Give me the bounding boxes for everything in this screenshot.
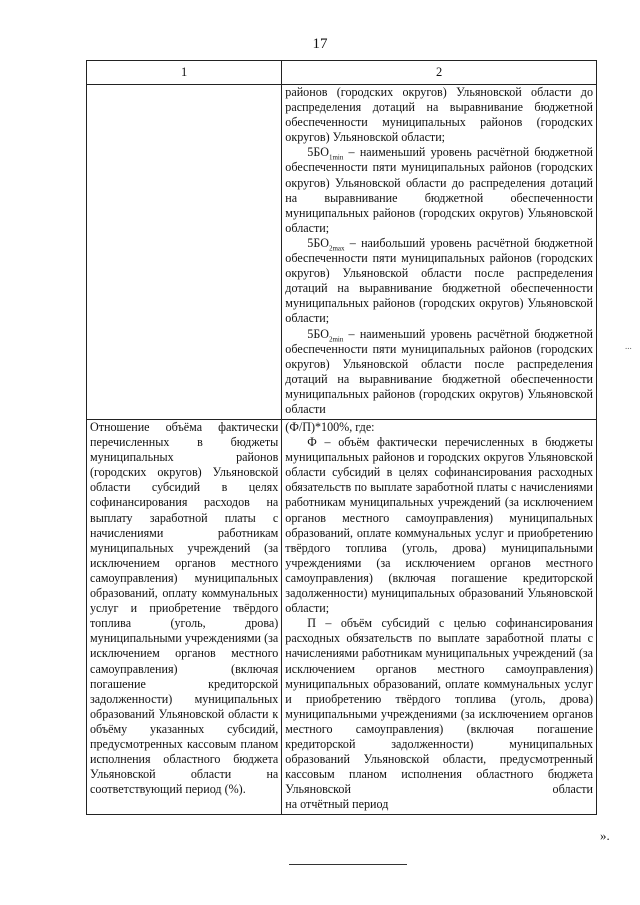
table-header-row [87,61,597,85]
page-number: 17 [312,36,328,52]
symbol-5bo2max: $5БО_{2max}$ [307,235,345,253]
margin-mark: ... [625,341,632,351]
column-header-1: 1 [87,61,282,85]
symbol-5bo2min: $5БО_{2min}$ [307,326,344,343]
table-row [87,420,597,815]
empty-cell [87,85,282,420]
table-row [87,85,597,420]
paragraph-continuation: районов (городских округов) Ульяновской области до распределения дотаций на выравнивание бюджетной обеспеченности муниципальных районов (городских округов) Ульяновской области; [285,85,593,145]
description-cell [282,85,597,420]
footer-divider [289,864,407,865]
definition-f: Ф – объём фактически перечисленных в бюджеты муниципальных районов и городских округов Ульяновской области субсидий в целях софинансирования расходных обязательств по выплате заработной платы с начислениями работникам муниципальных учреждений (за исключением органов местного самоуправления) муниципальных образований, оплате коммунальных услуг и приобретению твёрдого топлива (уголь, дрова) муниципальными учреждениями (за исключением органов местного самоуправления) (включая погашение кредиторской задолженности) муниципальных образований Ульяновской области; [285,435,593,616]
document-table [86,60,597,815]
indicator-text: Отношение объёма фактически перечисленных в бюджеты муниципальных районов (городских округов) Ульяновской области субсидий в целях софинансирования расходов на выплату заработной платы с начислениями работникам муниципальных учреждений (за исключением органов местного самоуправления) муниципальных образований, оплату коммунальных услуг и приобретение твёрдого топлива (уголь, дрова) муниципальными учреждениями (за исключением органов местного самоуправления) (включая погашение кредиторской задолженности) муниципальных образований Ульяновской области к объёму указанных субсидий, предусмотренных кассовым планом исполнения областного бюджета Ульяновской области на соответствующий период (%). [90,420,279,797]
indicator-cell [87,420,282,815]
definition-5bo2max: $5БО_{2max}$ – наибольший уровень расчётной бюджетной обеспеченности пяти муниципальных районов (городских округов) Ульяновской области после распределения дотаций на выравнивание бюджетной обеспеченности муниципальных районов (городских округов) Ульяновской области; [285,235,593,326]
closing-quote: ». [600,828,610,843]
definition-5bo1min: $5БО_{1min}$ – наименьший уровень расчётной бюджетной обеспеченности пяти муниципальных районов (городских округов) Ульяновской области до распределения дотаций на выравнивание бюджетной обеспеченности муниципальных районов (городских округов) Ульяновской области; [285,145,593,235]
definition-5bo2min: $5БО_{2min}$ – наименьший уровень расчётной бюджетной обеспеченности пяти муниципальных районов (городских округов) Ульяновской области после распределения дотаций на выравнивание бюджетной обеспеченности муниципальных районов (городских округов) Ульяновской области [285,326,593,416]
formula: (Ф/П)*100%, где: [285,420,375,434]
definition-p: П – объём субсидий с целью софинансирования расходных обязательств по выплате заработной платы с начислениями работникам муниципальных учреждений (за исключением органов местного самоуправления) муниципальных образований, оплате коммунальных услуг и приобретению твёрдого топлива (уголь, дрова) муниципальными учреждениями (за исключением органов местного самоуправления) (включая погашение кредиторской задолженности) муниципальных образований Ульяновской области, предусмотренный кассовым планом исполнения областного бюджета Ульяновской области [285,616,593,797]
symbol-5bo1min: $5БО_{1min}$ [307,145,344,162]
formula-cell [282,420,597,815]
column-header-2: 2 [282,61,597,85]
definition-p-end: на отчётный период [285,797,389,812]
